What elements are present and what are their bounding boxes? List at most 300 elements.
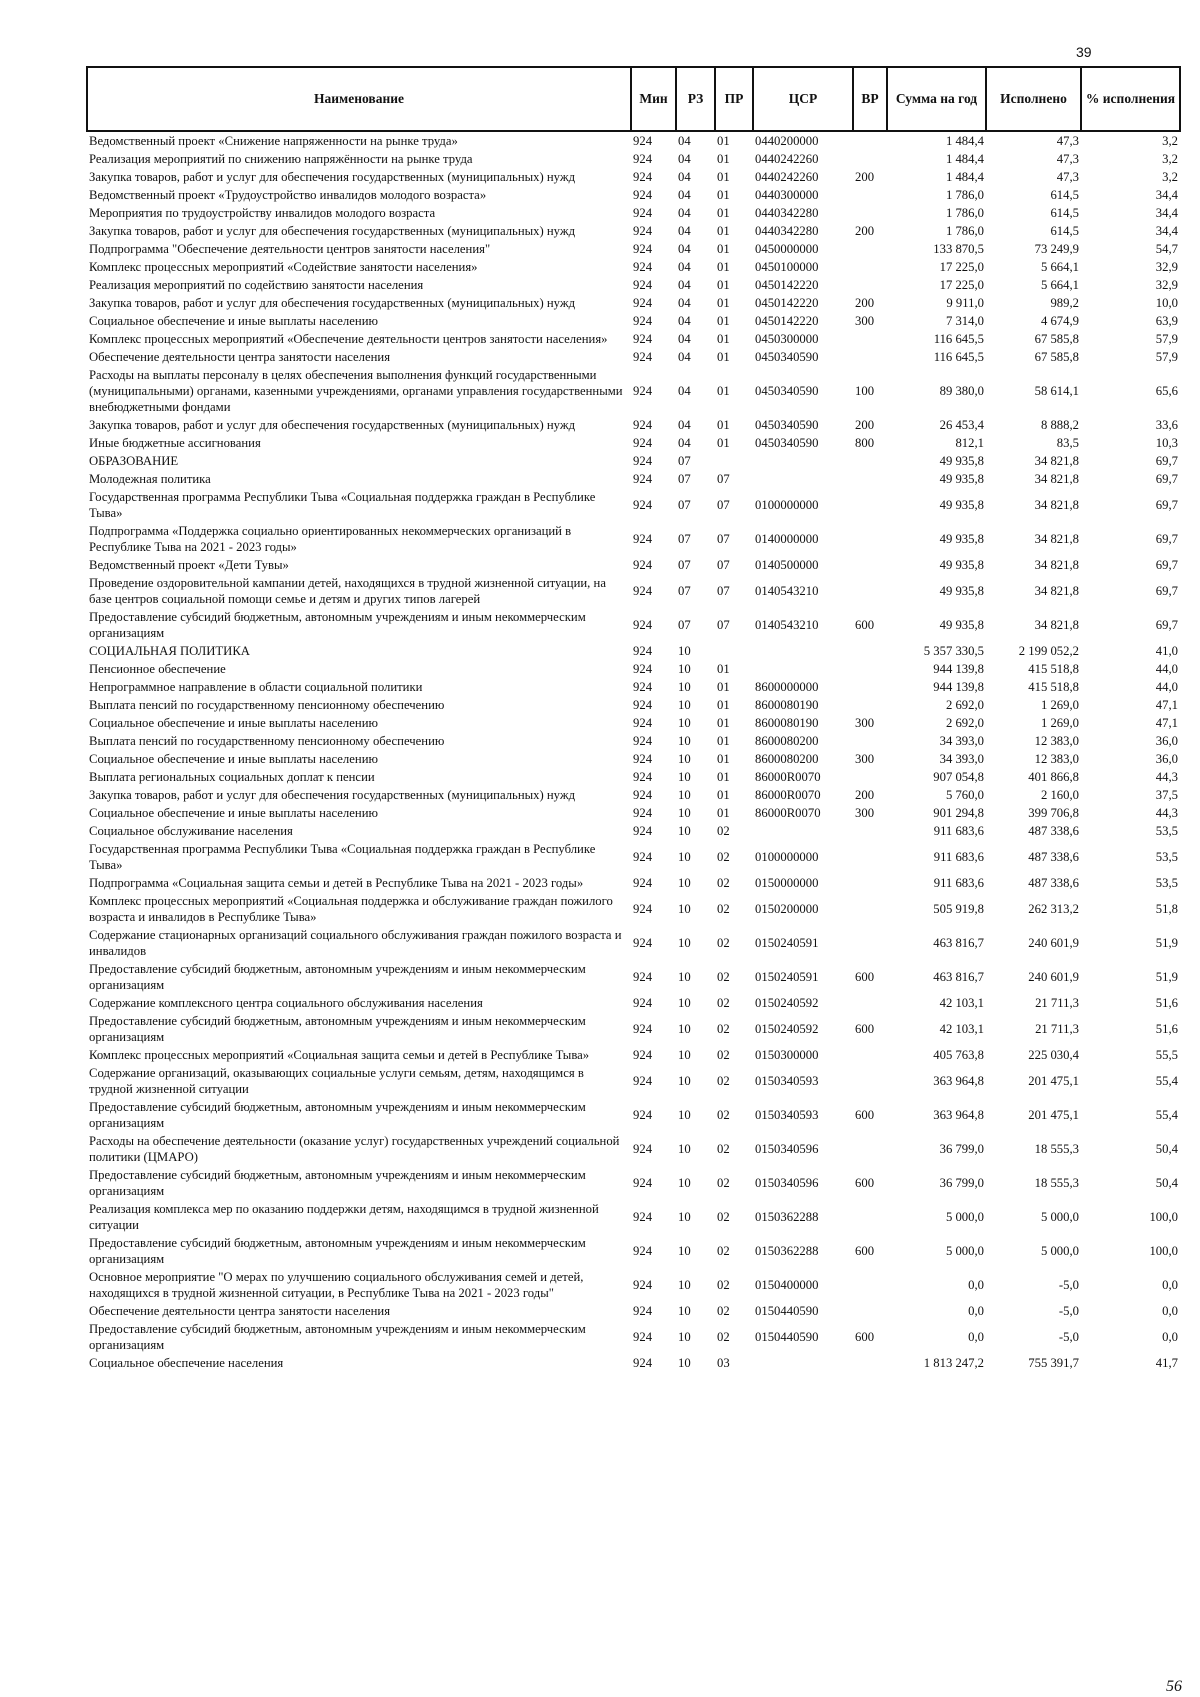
table-header-row	[87, 67, 1180, 131]
row-vr	[853, 660, 887, 678]
row-name: Социальное обеспечение и иные выплаты населению	[89, 716, 378, 730]
row-sum: 133 870,5	[933, 242, 984, 256]
row-rz: 07	[678, 618, 691, 632]
row-rz: 04	[678, 296, 691, 310]
row-vr	[853, 892, 887, 926]
row-sum: 1 786,0	[945, 206, 984, 220]
row-rz: 07	[678, 558, 691, 572]
row-name: Подпрограмма «Поддержка социально ориентированных некоммерческих организаций в Республике Тыва на 2021 - 2023 годы»	[89, 524, 572, 554]
row-sum: 2 692,0	[945, 698, 984, 712]
row-pr: 01	[717, 384, 730, 398]
row-pct: 55,5	[1155, 1048, 1178, 1062]
row-min: 924	[633, 242, 653, 256]
row-min: 924	[633, 170, 653, 184]
row-done: 47,3	[1056, 152, 1079, 166]
row-pct: 51,9	[1155, 936, 1178, 950]
row-name: СОЦИАЛЬНАЯ ПОЛИТИКА	[89, 644, 250, 658]
row-min: 924	[633, 134, 653, 148]
row-min: 924	[633, 788, 653, 802]
row-pct: 3,2	[1162, 170, 1178, 184]
row-csr: 0140543210	[755, 618, 819, 632]
table-row	[87, 330, 1180, 348]
row-pct: 3,2	[1162, 134, 1178, 148]
row-sum: 911 683,6	[933, 824, 984, 838]
row-vr	[853, 186, 887, 204]
row-pct: 69,7	[1155, 472, 1178, 486]
row-pct: 100,0	[1149, 1210, 1178, 1224]
row-name: Ведомственный проект «Снижение напряженности на рынке труда»	[89, 134, 458, 148]
table-row	[87, 642, 1180, 660]
row-csr: 8600080200	[755, 752, 819, 766]
row-name: Предоставление субсидий бюджетным, автономным учреждениям и иным некоммерческим организациям	[89, 1322, 586, 1352]
row-min: 924	[633, 876, 653, 890]
row-csr: 0150240591	[755, 970, 819, 984]
table-row	[87, 892, 1180, 926]
table-row	[87, 366, 1180, 416]
row-csr: 0450000000	[755, 242, 819, 256]
row-sum: 907 054,8	[933, 770, 984, 784]
row-vr	[853, 822, 887, 840]
row-min: 924	[633, 384, 653, 398]
row-pct: 69,7	[1155, 584, 1178, 598]
row-pct: 0,0	[1162, 1304, 1178, 1318]
row-rz: 10	[678, 996, 691, 1010]
row-vr	[853, 488, 887, 522]
row-name: Подпрограмма "Обеспечение деятельности центров занятости населения"	[89, 242, 491, 256]
row-done: 5 664,1	[1040, 278, 1079, 292]
row-done: 989,2	[1050, 296, 1079, 310]
row-csr: 0150300000	[755, 1048, 819, 1062]
row-rz: 04	[678, 314, 691, 328]
row-sum: 463 816,7	[933, 936, 984, 950]
row-done: 614,5	[1050, 188, 1079, 202]
row-name: Содержание организаций, оказывающих социальные услуги семьям, детям, находящимся в трудной жизненной ситуации	[89, 1066, 584, 1096]
row-name: Закупка товаров, работ и услуг для обеспечения государственных (муниципальных) нужд	[89, 296, 576, 310]
row-pct: 34,4	[1155, 206, 1178, 220]
row-done: 614,5	[1050, 224, 1079, 238]
row-vr	[853, 678, 887, 696]
row-name: Ведомственный проект «Дети Тувы»	[89, 558, 289, 572]
row-name: Социальное обеспечение населения	[89, 1356, 284, 1370]
row-vr	[853, 1046, 887, 1064]
row-name: Реализация комплекса мер по оказанию поддержки детям, находящимся в трудной жизненной ситуации	[89, 1202, 599, 1232]
row-vr: 300	[855, 752, 875, 766]
row-pr: 01	[717, 752, 730, 766]
row-pr: 01	[717, 206, 730, 220]
row-sum: 116 645,5	[933, 332, 984, 346]
table-row	[87, 276, 1180, 294]
row-min: 924	[633, 1176, 653, 1190]
row-pct: 0,0	[1162, 1278, 1178, 1292]
row-pr: 01	[717, 788, 730, 802]
table-row	[87, 150, 1180, 168]
row-rz: 10	[678, 1176, 691, 1190]
row-name: Закупка товаров, работ и услуг для обеспечения государственных (муниципальных) нужд	[89, 788, 576, 802]
row-name: Предоставление субсидий бюджетным, автономным учреждениям и иным некоммерческим организациям	[89, 962, 586, 992]
row-sum: 36 799,0	[939, 1142, 984, 1156]
row-csr: 0100000000	[755, 498, 819, 512]
row-rz: 07	[678, 584, 691, 598]
row-name: Предоставление субсидий бюджетным, автономным учреждениям и иным некоммерческим организациям	[89, 610, 586, 640]
row-vr: 600	[855, 1022, 875, 1036]
row-vr: 600	[855, 1108, 875, 1122]
row-done: 34 821,8	[1034, 618, 1079, 632]
row-done: 12 383,0	[1034, 752, 1079, 766]
row-rz: 07	[678, 472, 691, 486]
row-min: 924	[633, 498, 653, 512]
row-sum: 1 484,4	[945, 170, 984, 184]
table-row	[87, 1320, 1180, 1354]
row-min: 924	[633, 734, 653, 748]
row-pr: 01	[717, 436, 730, 450]
row-csr: 0450142220	[755, 314, 819, 328]
row-vr: 300	[855, 716, 875, 730]
row-done: 73 249,9	[1034, 242, 1079, 256]
row-vr	[853, 452, 887, 470]
header-csr: ЦСР	[753, 67, 853, 131]
row-sum: 1 786,0	[945, 188, 984, 202]
row-rz: 04	[678, 206, 691, 220]
row-min: 924	[633, 936, 653, 950]
row-name: Государственная программа Республики Тыва «Социальная поддержка граждан в Республике Тыва»	[89, 490, 596, 520]
row-name: Выплата пенсий по государственному пенсионному обеспечению	[89, 698, 445, 712]
row-vr: 200	[855, 170, 875, 184]
row-done: 614,5	[1050, 206, 1079, 220]
row-pr: 01	[717, 260, 730, 274]
row-name: Иные бюджетные ассигнования	[89, 436, 261, 450]
row-vr	[853, 470, 887, 488]
row-pr: 01	[717, 770, 730, 784]
row-rz: 04	[678, 170, 691, 184]
row-min: 924	[633, 418, 653, 432]
row-pr: 01	[717, 242, 730, 256]
row-min: 924	[633, 350, 653, 364]
row-sum: 1 484,4	[945, 152, 984, 166]
row-done: 5 664,1	[1040, 260, 1079, 274]
row-csr: 86000R0070	[755, 806, 821, 820]
row-sum: 463 816,7	[933, 970, 984, 984]
table-row	[87, 994, 1180, 1012]
row-done: 415 518,8	[1028, 680, 1079, 694]
row-pct: 44,0	[1155, 662, 1178, 676]
table-row	[87, 240, 1180, 258]
row-csr: 0150340596	[755, 1142, 819, 1156]
row-sum: 17 225,0	[939, 278, 984, 292]
row-rz: 10	[678, 1142, 691, 1156]
table-row	[87, 294, 1180, 312]
row-vr: 200	[855, 788, 875, 802]
row-pr: 02	[717, 1210, 730, 1224]
table-row	[87, 1234, 1180, 1268]
row-rz: 04	[678, 188, 691, 202]
row-done: 21 711,3	[1035, 1022, 1079, 1036]
row-done: 201 475,1	[1028, 1108, 1079, 1122]
row-csr: 0450340590	[755, 350, 819, 364]
row-csr: 8600080190	[755, 716, 819, 730]
row-min: 924	[633, 532, 653, 546]
row-vr	[853, 1268, 887, 1302]
row-sum: 17 225,0	[939, 260, 984, 274]
row-pct: 36,0	[1155, 734, 1178, 748]
row-min: 924	[633, 224, 653, 238]
row-pct: 34,4	[1155, 188, 1178, 202]
row-sum: 505 919,8	[933, 902, 984, 916]
row-vr	[853, 768, 887, 786]
row-vr	[853, 994, 887, 1012]
row-name: Пенсионное обеспечение	[89, 662, 226, 676]
row-rz: 10	[678, 936, 691, 950]
row-min: 924	[633, 824, 653, 838]
row-sum: 49 935,8	[939, 584, 984, 598]
row-name: Комплекс процессных мероприятий «Содействие занятости населения»	[89, 260, 478, 274]
row-rz: 07	[678, 532, 691, 546]
row-vr: 600	[855, 1330, 875, 1344]
row-done: 755 391,7	[1028, 1356, 1079, 1370]
row-pct: 51,9	[1155, 970, 1178, 984]
row-pr: 02	[717, 850, 730, 864]
row-sum: 363 964,8	[933, 1108, 984, 1122]
row-rz: 04	[678, 260, 691, 274]
row-csr	[753, 822, 853, 840]
table-row	[87, 168, 1180, 186]
table-row	[87, 1012, 1180, 1046]
row-pr: 02	[717, 996, 730, 1010]
row-rz: 10	[678, 970, 691, 984]
row-rz: 10	[678, 1356, 691, 1370]
row-pct: 51,8	[1155, 902, 1178, 916]
row-done: 415 518,8	[1028, 662, 1079, 676]
row-name: Молодежная политика	[89, 472, 211, 486]
row-name: Предоставление субсидий бюджетным, автономным учреждениям и иным некоммерческим организациям	[89, 1236, 586, 1266]
row-sum: 49 935,8	[939, 454, 984, 468]
row-sum: 911 683,6	[933, 850, 984, 864]
row-name: Социальное обеспечение и иные выплаты населению	[89, 314, 378, 328]
row-done: 18 555,3	[1034, 1176, 1079, 1190]
row-vr: 600	[855, 618, 875, 632]
row-done: 225 030,4	[1028, 1048, 1079, 1062]
row-vr: 600	[855, 1176, 875, 1190]
row-pct: 41,7	[1155, 1356, 1178, 1370]
row-pr: 02	[717, 824, 730, 838]
row-pct: 36,0	[1155, 752, 1178, 766]
row-vr	[853, 150, 887, 168]
table-row	[87, 804, 1180, 822]
table-row	[87, 1354, 1180, 1372]
row-pr: 01	[717, 698, 730, 712]
row-min: 924	[633, 436, 653, 450]
header-min: Мин	[631, 67, 676, 131]
row-vr: 200	[855, 224, 875, 238]
row-done: 487 338,6	[1028, 850, 1079, 864]
row-csr: 0150240592	[755, 996, 819, 1010]
row-pr: 01	[717, 296, 730, 310]
row-pr: 01	[717, 662, 730, 676]
row-csr: 8600080190	[755, 698, 819, 712]
row-name: Мероприятия по трудоустройству инвалидов молодого возраста	[89, 206, 436, 220]
row-min: 924	[633, 970, 653, 984]
row-rz: 04	[678, 134, 691, 148]
row-done: 83,5	[1056, 436, 1079, 450]
row-rz: 10	[678, 698, 691, 712]
row-sum: 812,1	[955, 436, 984, 450]
row-min: 924	[633, 260, 653, 274]
table-row	[87, 556, 1180, 574]
row-rz: 10	[678, 1108, 691, 1122]
table-row	[87, 696, 1180, 714]
row-pct: 100,0	[1149, 1244, 1178, 1258]
row-min: 924	[633, 206, 653, 220]
row-min: 924	[633, 1108, 653, 1122]
row-pct: 54,7	[1155, 242, 1178, 256]
row-done: 47,3	[1056, 134, 1079, 148]
table-row	[87, 222, 1180, 240]
row-pr: 01	[717, 314, 730, 328]
row-min: 924	[633, 1142, 653, 1156]
row-done: 2 160,0	[1040, 788, 1079, 802]
row-done: 201 475,1	[1028, 1074, 1079, 1088]
row-rz: 10	[678, 644, 691, 658]
row-pr: 01	[717, 332, 730, 346]
row-pr: 01	[717, 716, 730, 730]
row-rz: 10	[678, 850, 691, 864]
row-done: 67 585,8	[1034, 350, 1079, 364]
row-name: Обеспечение деятельности центра занятости населения	[89, 350, 391, 364]
row-csr: 0150240592	[755, 1022, 819, 1036]
row-vr	[853, 240, 887, 258]
row-done: 34 821,8	[1034, 584, 1079, 598]
row-name: Предоставление субсидий бюджетным, автономным учреждениям и иным некоммерческим организациям	[89, 1100, 586, 1130]
row-pr: 01	[717, 418, 730, 432]
row-pr: 03	[717, 1356, 730, 1370]
row-csr: 0150340593	[755, 1108, 819, 1122]
row-min: 924	[633, 472, 653, 486]
row-done: 34 821,8	[1034, 498, 1079, 512]
row-pct: 57,9	[1155, 332, 1178, 346]
row-rz: 10	[678, 1210, 691, 1224]
row-min: 924	[633, 902, 653, 916]
row-csr: 0140000000	[755, 532, 819, 546]
row-sum: 2 692,0	[945, 716, 984, 730]
table-row	[87, 522, 1180, 556]
row-done: -5,0	[1058, 1330, 1079, 1344]
row-done: 262 313,2	[1028, 902, 1079, 916]
row-sum: 5 000,0	[945, 1210, 984, 1224]
row-name: Социальное обеспечение и иные выплаты населению	[89, 752, 378, 766]
header-sum: Сумма на год	[887, 67, 986, 131]
table-row	[87, 960, 1180, 994]
row-sum: 363 964,8	[933, 1074, 984, 1088]
row-csr: 0140500000	[755, 558, 819, 572]
table-row	[87, 660, 1180, 678]
row-rz: 04	[678, 242, 691, 256]
row-name: Закупка товаров, работ и услуг для обеспечения государственных (муниципальных) нужд	[89, 418, 576, 432]
row-pct: 50,4	[1155, 1176, 1178, 1190]
row-done: 34 821,8	[1034, 558, 1079, 572]
row-vr	[853, 522, 887, 556]
row-pr: 07	[717, 532, 730, 546]
row-pr: 02	[717, 970, 730, 984]
row-pct: 32,9	[1155, 278, 1178, 292]
row-csr	[753, 452, 853, 470]
row-pct: 47,1	[1155, 716, 1178, 730]
row-vr: 300	[855, 806, 875, 820]
table-row	[87, 434, 1180, 452]
row-pr: 02	[717, 1022, 730, 1036]
row-csr: 0450142220	[755, 278, 819, 292]
row-vr: 300	[855, 314, 875, 328]
row-pr: 02	[717, 1330, 730, 1344]
table-row	[87, 452, 1180, 470]
row-rz: 04	[678, 436, 691, 450]
row-sum: 9 911,0	[946, 296, 984, 310]
row-pct: 3,2	[1162, 152, 1178, 166]
table-row	[87, 678, 1180, 696]
table-row	[87, 488, 1180, 522]
row-min: 924	[633, 680, 653, 694]
page-number: 39	[1076, 44, 1092, 60]
row-sum: 49 935,8	[939, 558, 984, 572]
row-vr	[853, 696, 887, 714]
row-sum: 34 393,0	[939, 734, 984, 748]
row-csr: 0450340590	[755, 384, 819, 398]
table-row	[87, 768, 1180, 786]
row-pct: 34,4	[1155, 224, 1178, 238]
row-sum: 944 139,8	[933, 680, 984, 694]
row-csr	[753, 1354, 853, 1372]
row-vr	[853, 874, 887, 892]
row-done: 399 706,8	[1028, 806, 1079, 820]
row-name: ОБРАЗОВАНИЕ	[89, 454, 179, 468]
row-name: Реализация мероприятий по снижению напряжённости на рынке труда	[89, 152, 473, 166]
row-pr: 02	[717, 1278, 730, 1292]
row-pct: 50,4	[1155, 1142, 1178, 1156]
table-row	[87, 470, 1180, 488]
row-csr: 0140543210	[755, 584, 819, 598]
row-rz: 10	[678, 806, 691, 820]
row-pct: 53,5	[1155, 824, 1178, 838]
row-name: Социальное обеспечение и иные выплаты населению	[89, 806, 378, 820]
row-rz: 04	[678, 278, 691, 292]
row-sum: 42 103,1	[939, 996, 984, 1010]
row-done: 5 000,0	[1040, 1244, 1079, 1258]
table-row	[87, 926, 1180, 960]
row-pct: 53,5	[1155, 850, 1178, 864]
row-name: Обеспечение деятельности центра занятости населения	[89, 1304, 391, 1318]
row-pr: 02	[717, 1142, 730, 1156]
row-sum: 944 139,8	[933, 662, 984, 676]
row-csr	[753, 642, 853, 660]
row-min: 924	[633, 454, 653, 468]
table-row	[87, 732, 1180, 750]
row-done: 1 269,0	[1040, 716, 1079, 730]
row-done: 18 555,3	[1034, 1142, 1079, 1156]
header-done: Исполнено	[986, 67, 1081, 131]
row-done: 34 821,8	[1034, 532, 1079, 546]
row-csr: 0440242260	[755, 170, 819, 184]
table-row	[87, 574, 1180, 608]
row-min: 924	[633, 188, 653, 202]
row-vr	[853, 258, 887, 276]
row-sum: 5 760,0	[945, 788, 984, 802]
row-done: 487 338,6	[1028, 824, 1079, 838]
header-pct: % исполнения	[1081, 67, 1180, 131]
row-vr: 200	[855, 418, 875, 432]
row-done: 4 674,9	[1040, 314, 1079, 328]
row-vr	[853, 1354, 887, 1372]
row-done: 487 338,6	[1028, 876, 1079, 890]
row-rz: 10	[678, 1022, 691, 1036]
row-vr	[853, 642, 887, 660]
